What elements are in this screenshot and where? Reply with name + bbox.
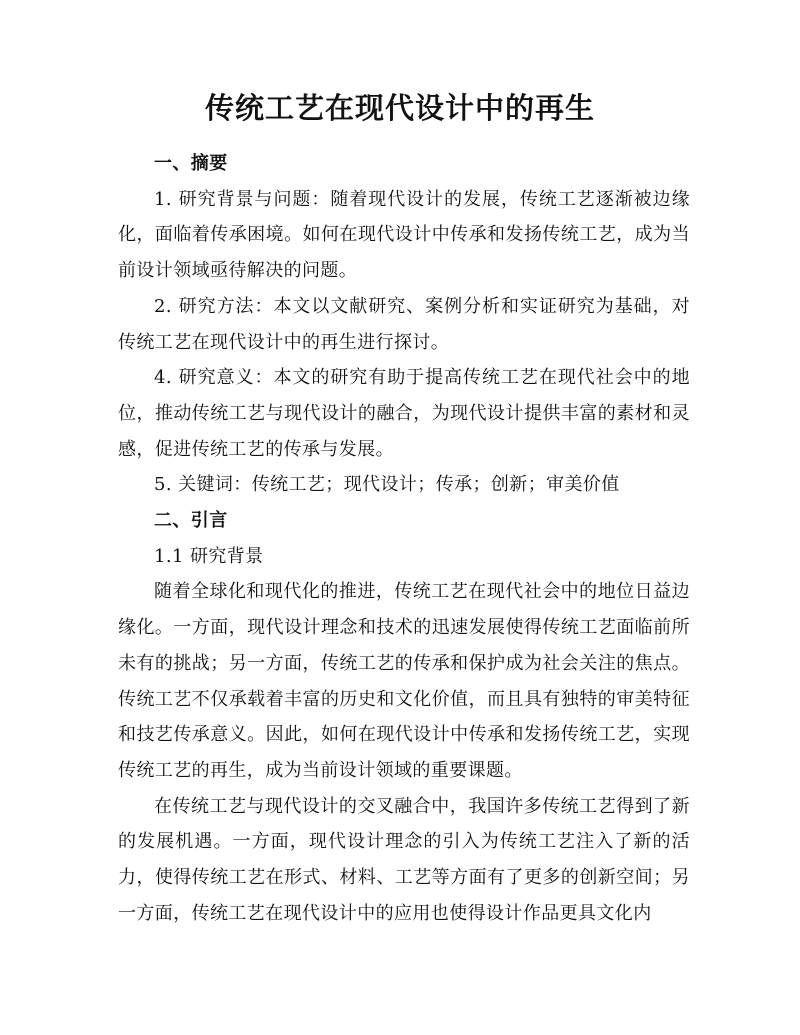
section-heading-introduction: 二、引言 xyxy=(154,510,228,532)
abstract-keywords: 5. 关键词：传统工艺；现代设计；传承；创新；审美价值 xyxy=(154,474,620,496)
body-paragraph: 随着全球化和现代化的推进，传统工艺在现代社会中的地位日益边缘化。一方面，现代设计理念和技术的迅速发展使得传统工艺面临前所未有的挑战；另一方面，传统工艺的传承和保护成为社会关注的焦点。传统工艺不仅承载着丰富的历史和文化价值，而且具有独特的审美特征和技艺传承意义。因此，如何在现代设计中传承和发扬传统工艺，实现传统工艺的再生，成为当前设计领域的重要课题。 xyxy=(118,581,690,781)
document-title: 传统工艺在现代设计中的再生 xyxy=(204,91,595,125)
subsection-heading-background: 1.1 研究背景 xyxy=(154,545,264,567)
abstract-item: 1. 研究背景与问题：随着现代设计的发展，传统工艺逐渐被边缘化，面临着传承困境。如何在现代设计中传承和发扬传统工艺，成为当前设计领域亟待解决的问题。 xyxy=(118,188,690,282)
abstract-item: 2. 研究方法：本文以文献研究、案例分析和实证研究为基础，对传统工艺在现代设计中的再生进行探讨。 xyxy=(118,295,690,353)
section-heading-abstract: 一、摘要 xyxy=(154,153,228,174)
body-paragraph: 在传统工艺与现代设计的交叉融合中，我国许多传统工艺得到了新的发展机遇。一方面，现代设计理念的引入为传统工艺注入了新的活力，使得传统工艺在形式、材料、工艺等方面有了更多的创新空间；另一方面，传统工艺在现代设计中的应用也使得设计作品更具文化内 xyxy=(118,795,690,924)
abstract-item: 4. 研究意义：本文的研究有助于提高传统工艺在现代社会中的地位，推动传统工艺与现代设计的融合，为现代设计提供丰富的素材和灵感，促进传统工艺的传承与发展。 xyxy=(118,367,690,460)
document-body xyxy=(118,146,690,931)
